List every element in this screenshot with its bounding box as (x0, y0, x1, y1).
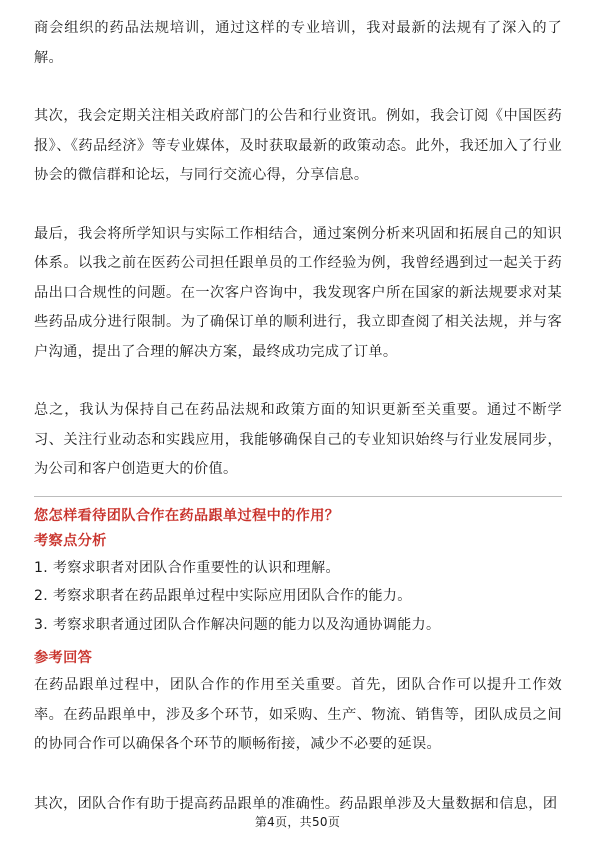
analysis-heading: 考察点分析 (34, 532, 107, 549)
answer-heading: 参考回答 (34, 650, 93, 666)
analysis-point: 2. 考察求职者在药品跟单过程中实际应用团队合作的能力。 (34, 588, 412, 604)
analysis-point: 3. 考察求职者通过团队合作解决问题的能力以及沟通协调能力。 (34, 616, 441, 633)
body-paragraph: 最后，我会将所学知识与实际工作相结合，通过案例分析来巩固和拓展自己的知识体系。以我之前在医药公司担任跟单员的工作经验为例，我曾经遇到过一起关于药品出口合规性的问题。在一次客户咨询中，我发现客户所在国家的新法规要求对某些药品成分进行限制。为了确保订单的顺利进行，我立即查阅了相关法规，并与客户沟通，提出了合理的解决方案，最终成功完成了订单。 (34, 225, 562, 360)
page-number-footer: 第4页，共50页 (254, 815, 341, 829)
body-paragraph: 商会组织的药品法规培训，通过这样的专业培训，我对最新的法规有了深入的了解。 (34, 20, 562, 66)
analysis-point: 1. 考察求职者对团队合作重要性的认识和理解。 (34, 559, 340, 576)
answer-paragraph: 在药品跟单过程中，团队合作的作用至关重要。首先，团队合作可以提升工作效率。在药品跟单中，涉及多个环节，如采购、生产、物流、销售等，团队成员之间的协同合作可以确保各个环节的顺畅衔接，减少不必要的延误。 (34, 677, 562, 752)
answer-paragraph: 其次，团队合作有助于提高药品跟单的准确性。药品跟单涉及大量数据和信息，团 (34, 795, 558, 812)
body-paragraph: 总之，我认为保持自己在药品法规和政策方面的知识更新至关重要。通过不断学习、关注行业动态和实践应用，我能够确保自己的专业知识始终与行业发展同步，为公司和客户创造更大的价值。 (34, 402, 562, 477)
question-heading: 您怎样看待团队合作在药品跟单过程中的作用？ (34, 507, 340, 524)
body-paragraph: 其次，我会定期关注相关政府部门的公告和行业资讯。例如，我会订阅《中国医药报》、《药品经济》等专业媒体，及时获取最新的政策动态。此外，我还加入了行业协会的微信群和论坛，与同行交流心得，分享信息。 (34, 108, 562, 183)
document-page (34, 14, 562, 819)
section-divider (34, 496, 562, 497)
